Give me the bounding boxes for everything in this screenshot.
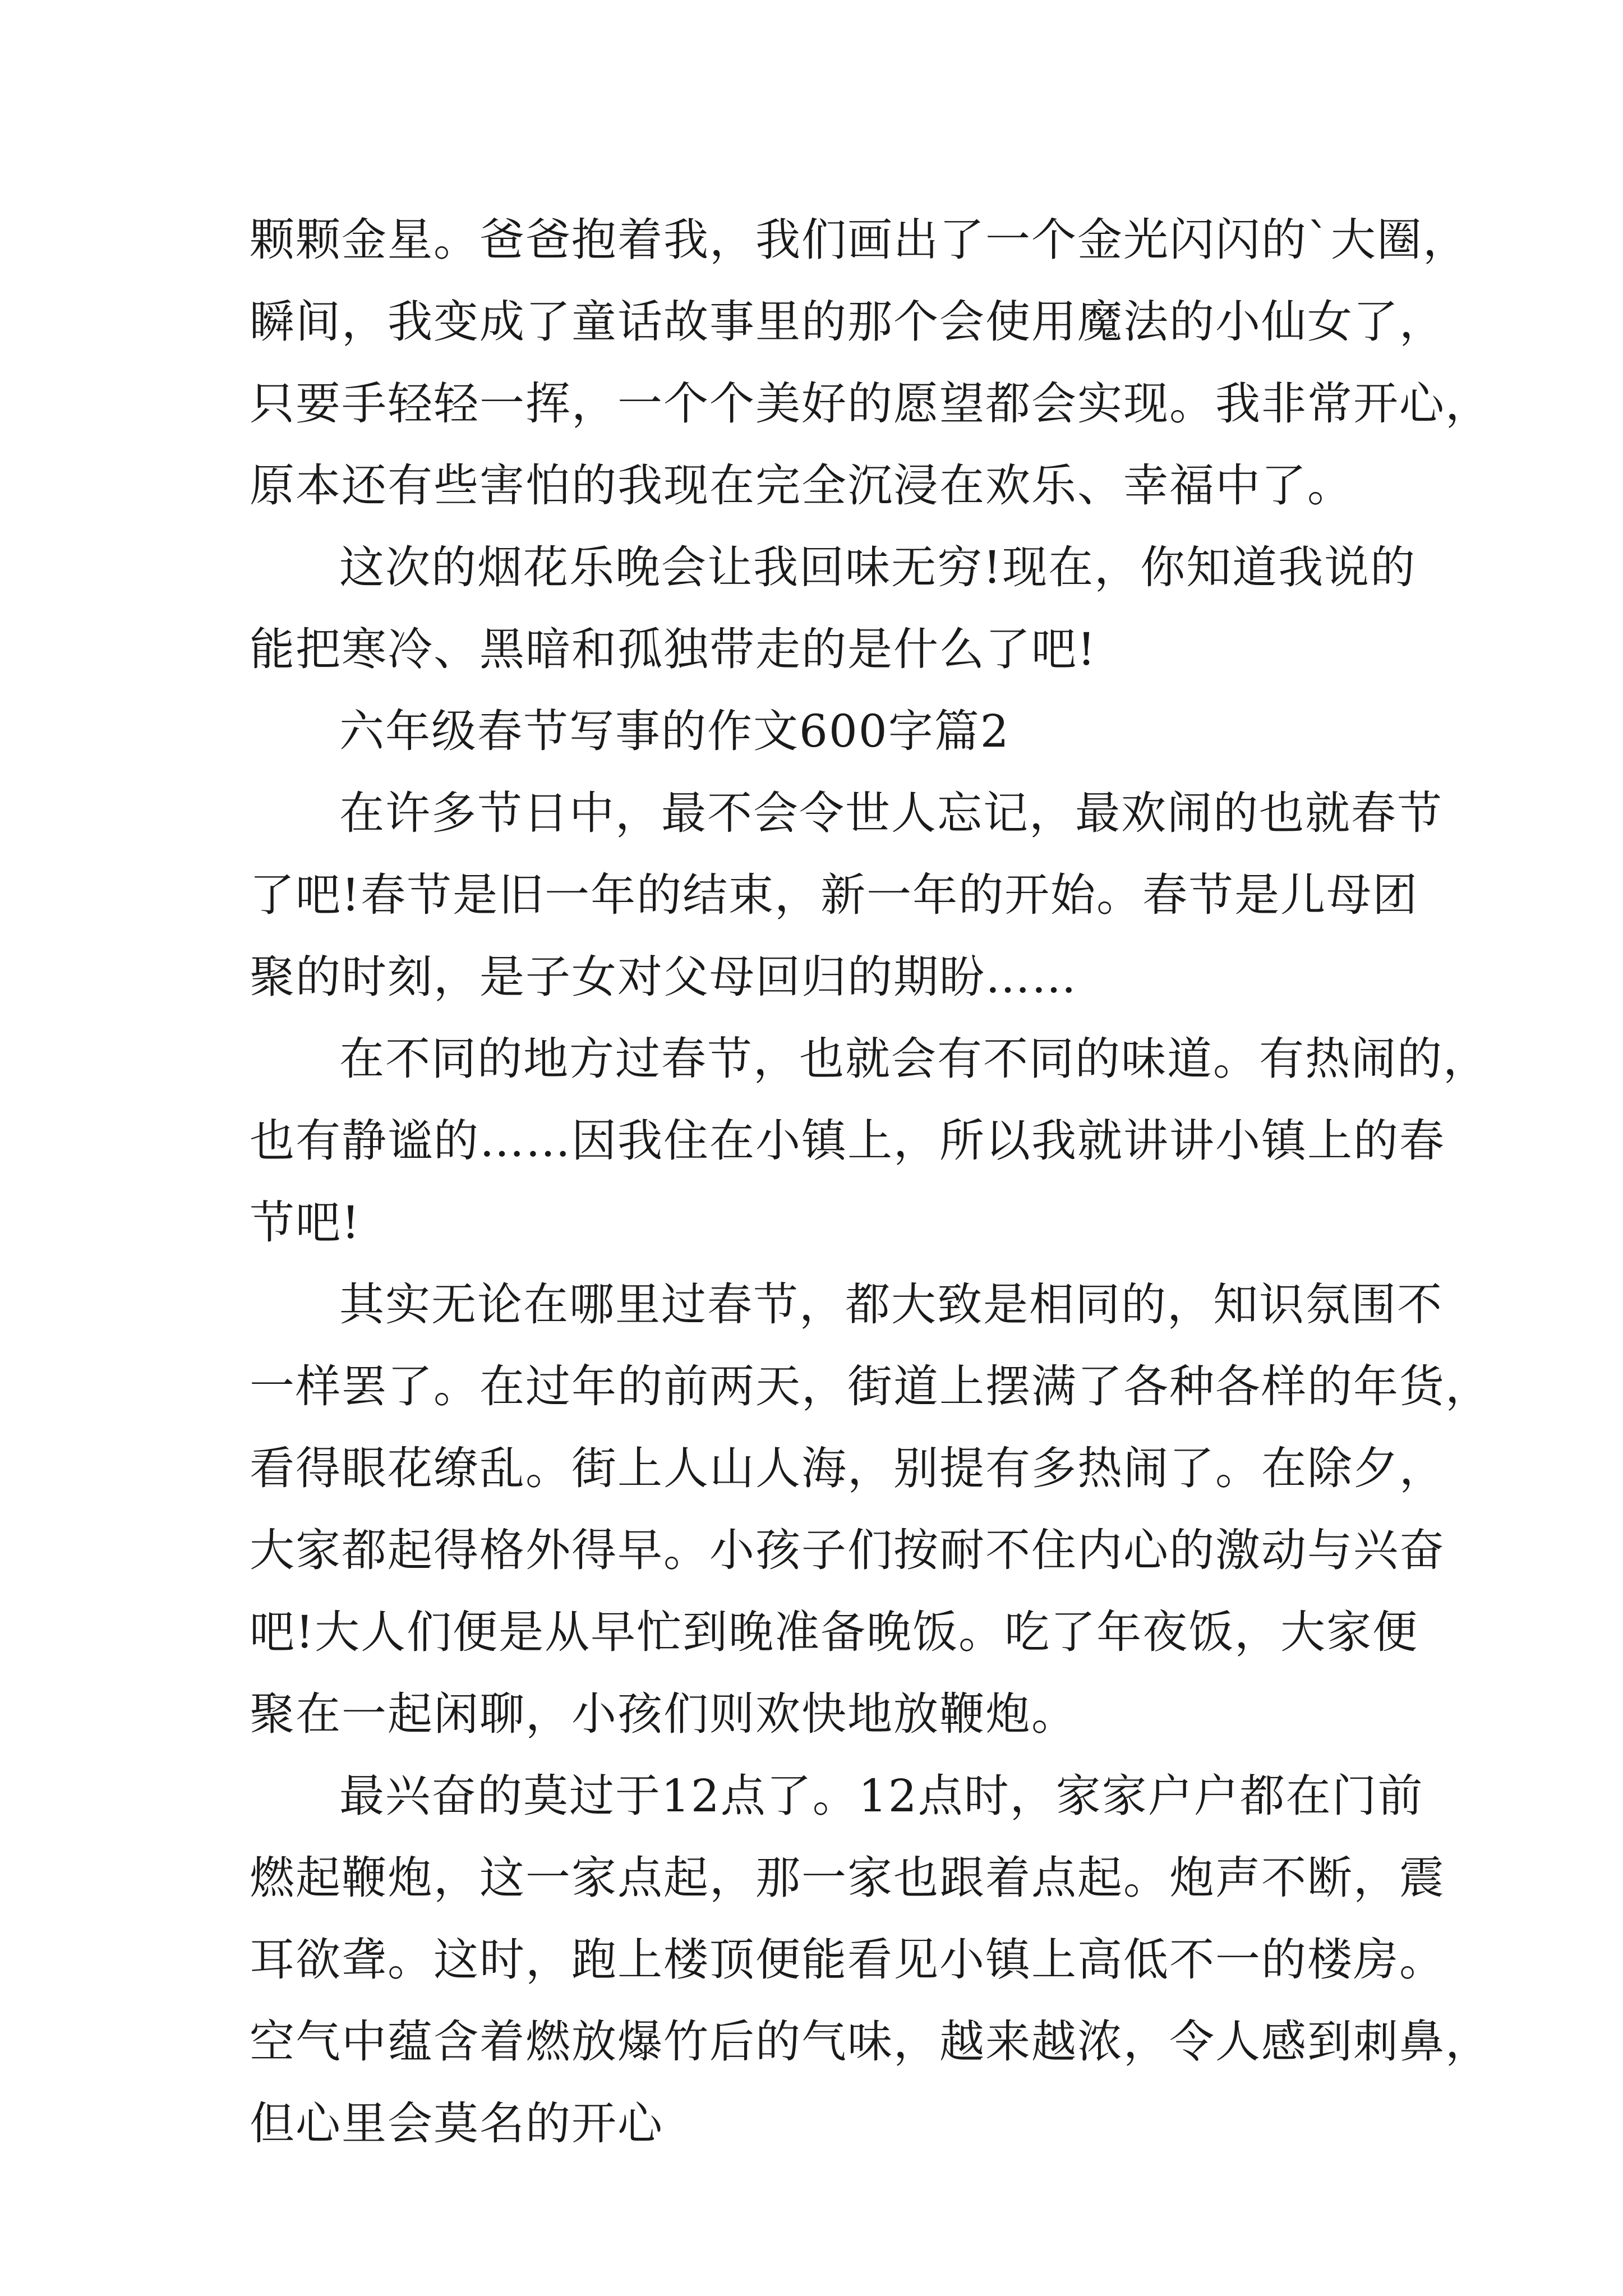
text-line: 了吧!春节是旧一年的结束，新一年的开始。春节是儿母团	[250, 869, 1419, 921]
text-line: 燃起鞭炮，这一家点起，那一家也跟着点起。炮声不断，震	[250, 1852, 1445, 1904]
text-line: 颗颗金星。爸爸抱着我，我们画出了一个金光闪闪的`大圈，	[250, 214, 1469, 266]
text-line: 聚的时刻，是子女对父母回归的期盼……	[250, 951, 1077, 1003]
text-line: 瞬间，我变成了童话故事里的那个会使用魔法的小仙女了，	[250, 296, 1445, 348]
text-line: 这次的烟花乐晚会让我回味无穷!现在，你知道我说的	[339, 541, 1417, 593]
text-line: 节吧!	[250, 1197, 361, 1249]
text-line: 耳欲聋。这时，跑上楼顶便能看见小镇上高低不一的楼房。	[250, 1934, 1445, 1986]
document-page	[250, 199, 1491, 2165]
text-line: 原本还有些害怕的我现在完全沉浸在欢乐、幸福中了。	[250, 459, 1353, 512]
text-line: 只要手轻轻一挥，一个个美好的愿望都会实现。我非常开心，	[250, 378, 1491, 430]
text-line: 在不同的地方过春节，也就会有不同的味道。有热闹的，	[339, 1033, 1489, 1085]
text-line: 大家都起得格外得早。小孩子们按耐不住内心的激动与兴奋	[250, 1524, 1445, 1576]
text-line: 也有静谧的……因我住在小镇上，所以我就讲讲小镇上的春	[250, 1115, 1445, 1167]
text-line: 在许多节日中，最不会令世人忘记，最欢闹的也就春节	[339, 787, 1443, 839]
text-line: 能把寒冷、黑暗和孤独带走的是什么了吧!	[250, 623, 1097, 675]
text-line: 但心里会莫名的开心	[250, 2097, 663, 2150]
text-line: 空气中蕴含着燃放爆竹后的气味，越来越浓，令人感到刺鼻，	[250, 2016, 1491, 2068]
text-line: 其实无论在哪里过春节，都大致是相同的，知识氛围不	[339, 1278, 1443, 1331]
text-line: 最兴奋的莫过于12点了。12点时，家家户户都在门前	[339, 1770, 1424, 1822]
text-line: 吧!大人们便是从早忙到晚准备晚饭。吃了年夜饭，大家便	[250, 1606, 1419, 1658]
section-heading: 六年级春节写事的作文600字篇2	[339, 705, 1010, 757]
text-line: 聚在一起闲聊，小孩们则欢快地放鞭炮。	[250, 1688, 1077, 1740]
text-line: 一样罢了。在过年的前两天，街道上摆满了各种各样的年货，	[250, 1360, 1491, 1412]
text-line: 看得眼花缭乱。街上人山人海，别提有多热闹了。在除夕，	[250, 1442, 1445, 1494]
